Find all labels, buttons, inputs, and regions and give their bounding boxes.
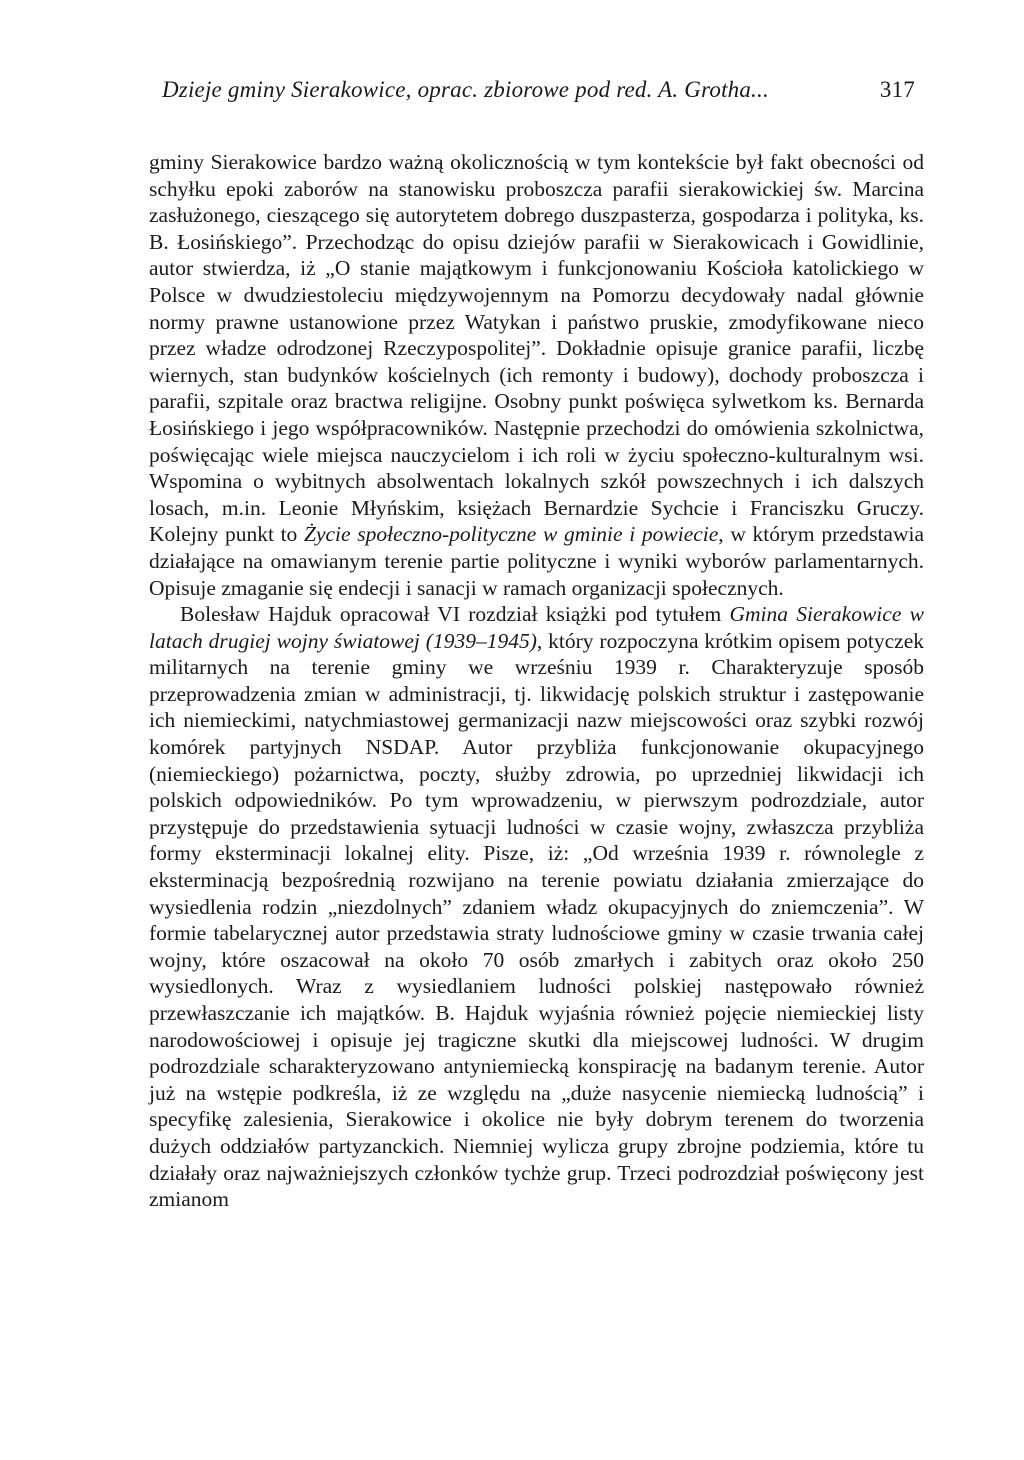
paragraph-1-text-a: gminy Sierakowice bardzo ważną okolicznością w tym kontekście był fakt obecności od schyłku epoki zaborów na stanowisku proboszcza parafii sierakowickiej św. Marcina zasłużonego, cieszącego się autorytetem dobrego duszpasterza, gospodarza i polityka, ks. B. Łosińskiego”. Przechodząc do opisu dziejów parafii w Sierakowicach i Gowidlinie, autor stwierdza, iż „O stanie majątkowym i funkcjonowaniu Kościoła katolickiego w Polsce w dwudziestoleciu międzywojennym na Pomorzu decydowały nadal głównie normy prawne ustanowione przez Watykan i państwo pruskie, zmodyfikowane nieco przez władze odrodzonej Rzeczypospolitej”. Dokładnie opisuje granice parafii, liczbę wiernych, stan budynków kościelnych (ich remonty i budowy), dochody proboszcza i parafii, szpitale oraz bractwa religijne. Osobny punkt poświęca sylwetkom ks. Bernarda Łosińskiego i jego współpracowników. Następnie przechodzi do omówienia szkolnictwa, poświęcając wiele miejsca nauczycielom i ich roli w życiu społeczno-kulturalnym wsi. Wspomina o wybitnych absolwentach lokalnych szkół powszechnych i ich dalszych losach, m.in. Leonie Młyńskim, księżach Bernardzie Sychcie i Franciszku Gruczy. Kolejny punkt to (149, 150, 924, 547)
paragraph-1-italic-title: Życie społeczno-polityczne w gminie i powiecie (304, 522, 719, 547)
body-text (149, 149, 924, 1213)
running-title: Dzieje gminy Sierakowice, oprac. zbiorowe pod red. A. Grotha... (162, 77, 769, 102)
paragraph-2-text-b: , który rozpoczyna krótkim opisem potyczek militarnych na terenie gminy we wrześniu 1939 r. Charakteryzuje sposób przeprowadzenia zmian w administracji, tj. likwidację polskich struktur i zastępowanie ich niemieckimi, natychmiastowej germanizacji nazw miejscowości oraz szybki rozwój komórek partyjnych NSDAP. Autor przybliża funkcjonowanie okupacyjnego (niemieckiego) pożarnictwa, poczty, służby zdrowia, po uprzedniej likwidacji ich polskich odpowiedników. Po tym wprowadzeniu, w pierwszym podrozdziale, autor przystępuje do przedstawienia sytuacji ludności w czasie wojny, zwłaszcza przybliża formy eksterminacji lokalnej elity. Pisze, iż: „Od września 1939 r. równolegle z eksterminacją bezpośrednią rozwijano na terenie powiatu działania zmierzające do wysiedlenia rodzin „niezdolnych” zdaniem władz okupacyjnych do zniemczenia”. W formie tabelarycznej autor przedstawia straty ludnościowe gminy w czasie trwania całej wojny, które oszacował na około 70 osób zmarłych i zabitych oraz około 250 wysiedlonych. Wraz z wysiedlaniem ludności polskiej następowało również przewłaszczanie ich majątków. B. Hajduk wyjaśnia również pojęcie niemieckiej listy narodowościowej i opisuje jej tragiczne skutki dla miejscowej ludności. W drugim podrozdziale scharakteryzowano antyniemiecką konspirację na badanym terenie. Autor już na wstępie podkreśla, iż ze względu na „duże nasycenie niemiecką ludnością” i specyfikę zalesienia, Sierakowice i okolice nie były dobrym terenem do tworzenia dużych oddziałów partyzanckich. Niemniej wylicza grupy zbrojne podziemia, które tu działały oraz najważniejszych członków tychże grup. Trzeci podrozdział poświęcony jest zmianom (149, 628, 924, 1212)
page-number: 317 (879, 77, 915, 102)
paragraph-1-text-b: , w którym przedstawia działające na omawianym terenie partie polityczne i wyniki wyborów parlamentarnych. Opisuje zmaganie się endecji i sanacji w ramach organizacji społecznych. (149, 522, 924, 600)
running-head (140, 72, 915, 108)
paragraph-2-text-a: Bolesław Hajduk opracował VI rozdział książki pod tytułem (180, 602, 730, 627)
paragraph-1 (149, 149, 924, 601)
paragraph-2 (149, 601, 924, 1213)
paragraph-2-italic-title: Gmina Sierakowice w latach drugiej wojny światowej (1939–1945) (149, 602, 924, 653)
